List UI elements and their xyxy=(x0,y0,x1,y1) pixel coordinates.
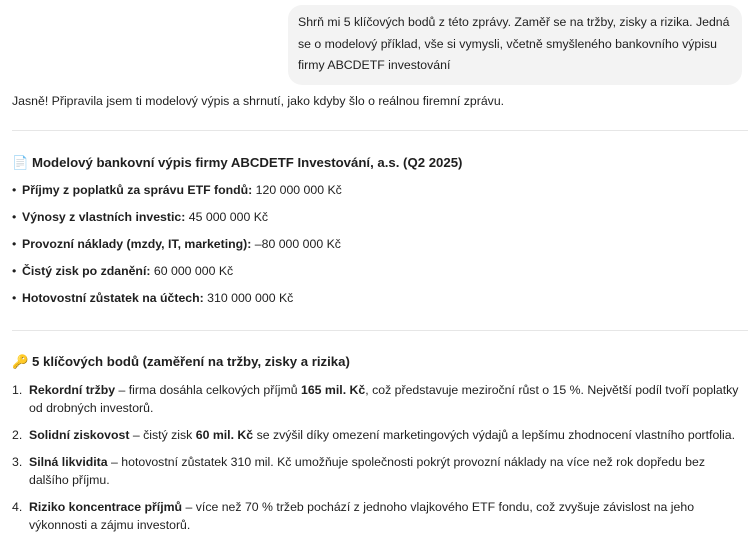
key-icon: 🔑 xyxy=(12,354,29,369)
statement-list xyxy=(12,181,342,316)
item-number: 3. xyxy=(12,455,23,469)
item-lead: Rekordní tržby xyxy=(29,383,116,397)
list-item xyxy=(12,381,748,417)
list-item xyxy=(12,208,342,235)
item-text xyxy=(29,381,748,417)
item-label: Provozní náklady (mzdy, IT, marketing): xyxy=(22,237,252,251)
item-number: 2. xyxy=(12,428,23,442)
list-item xyxy=(12,289,342,316)
bullet: • xyxy=(12,264,17,278)
item-text xyxy=(29,498,748,534)
item-label: Příjmy z poplatků za správu ETF fondů: xyxy=(22,183,253,197)
item-number: 1. xyxy=(12,383,23,397)
item-text xyxy=(29,426,748,444)
section-divider xyxy=(12,130,748,131)
item-label: Hotovostní zůstatek na účtech: xyxy=(22,291,204,305)
user-message-bubble: Shrň mi 5 klíčových bodů z této zprávy. Zaměř se na tržby, zisky a rizika. Jedná se o modelový příklad, vše si vymysli, včetně smyšleného bankovního výpisu firmy ABCDETF investování xyxy=(288,5,742,85)
statement-heading xyxy=(12,154,462,172)
item-lead: Silná likvidita xyxy=(29,455,108,469)
item-value: 310 000 000 Kč xyxy=(203,291,294,305)
document-icon: 📄 xyxy=(12,155,29,170)
list-item xyxy=(12,498,748,534)
item-label: Výnosy z vlastních investic: xyxy=(22,210,186,224)
item-value: 45 000 000 Kč xyxy=(185,210,269,224)
item-value: –80 000 000 Kč xyxy=(251,237,341,251)
bullet: • xyxy=(12,291,17,305)
list-item xyxy=(12,426,748,444)
item-text-part: – čistý zisk xyxy=(129,428,196,442)
item-text-part: – firma dosáhla celkových příjmů xyxy=(115,383,301,397)
bullet: • xyxy=(12,183,17,197)
statement-title: Modelový bankovní výpis firmy ABCDETF Investování, a.s. (Q2 2025) xyxy=(32,155,463,170)
list-item xyxy=(12,453,748,489)
item-label: Čistý zisk po zdanění: xyxy=(22,264,151,278)
item-text xyxy=(29,453,748,489)
key-points-list xyxy=(12,381,748,543)
item-text-part: , což představuje meziroční růst o 15 %. Největší podíl tvoří poplatky od drobných investorů. xyxy=(29,383,739,415)
item-text-part: – hotovostní zůstatek 310 mil. Kč umožňuje společnosti pokrýt provozní náklady na více než rok dopředu bez dalšího příjmu. xyxy=(29,455,706,487)
item-text-part: – více než 70 % tržeb pochází z jednoho vlajkového ETF fondu, což zvyšuje závislost na jeho výkonnosti a zájmu investorů. xyxy=(29,500,695,532)
item-lead: Riziko koncentrace příjmů xyxy=(29,500,183,514)
key-points-title: 5 klíčových bodů (zaměření na tržby, zisky a rizika) xyxy=(32,354,350,369)
section-divider xyxy=(12,330,748,331)
list-item xyxy=(12,262,342,289)
item-lead: Solidní ziskovost xyxy=(29,428,130,442)
list-item xyxy=(12,181,342,208)
assistant-reply-intro: Jasně! Připravila jsem ti modelový výpis a shrnutí, jako kdyby šlo o reálnou firemní zprávu. xyxy=(12,94,505,108)
item-text-part: se zvýšil díky omezení marketingových výdajů a lepšímu zhodnocení vlastního portfolia. xyxy=(253,428,736,442)
bullet: • xyxy=(12,237,17,251)
item-emphasis: 165 mil. Kč xyxy=(301,383,366,397)
item-value: 120 000 000 Kč xyxy=(252,183,342,197)
bullet: • xyxy=(12,210,17,224)
item-number: 4. xyxy=(12,500,23,514)
item-value: 60 000 000 Kč xyxy=(150,264,234,278)
list-item xyxy=(12,235,342,262)
key-points-heading xyxy=(12,353,350,371)
item-emphasis: 60 mil. Kč xyxy=(195,428,254,442)
